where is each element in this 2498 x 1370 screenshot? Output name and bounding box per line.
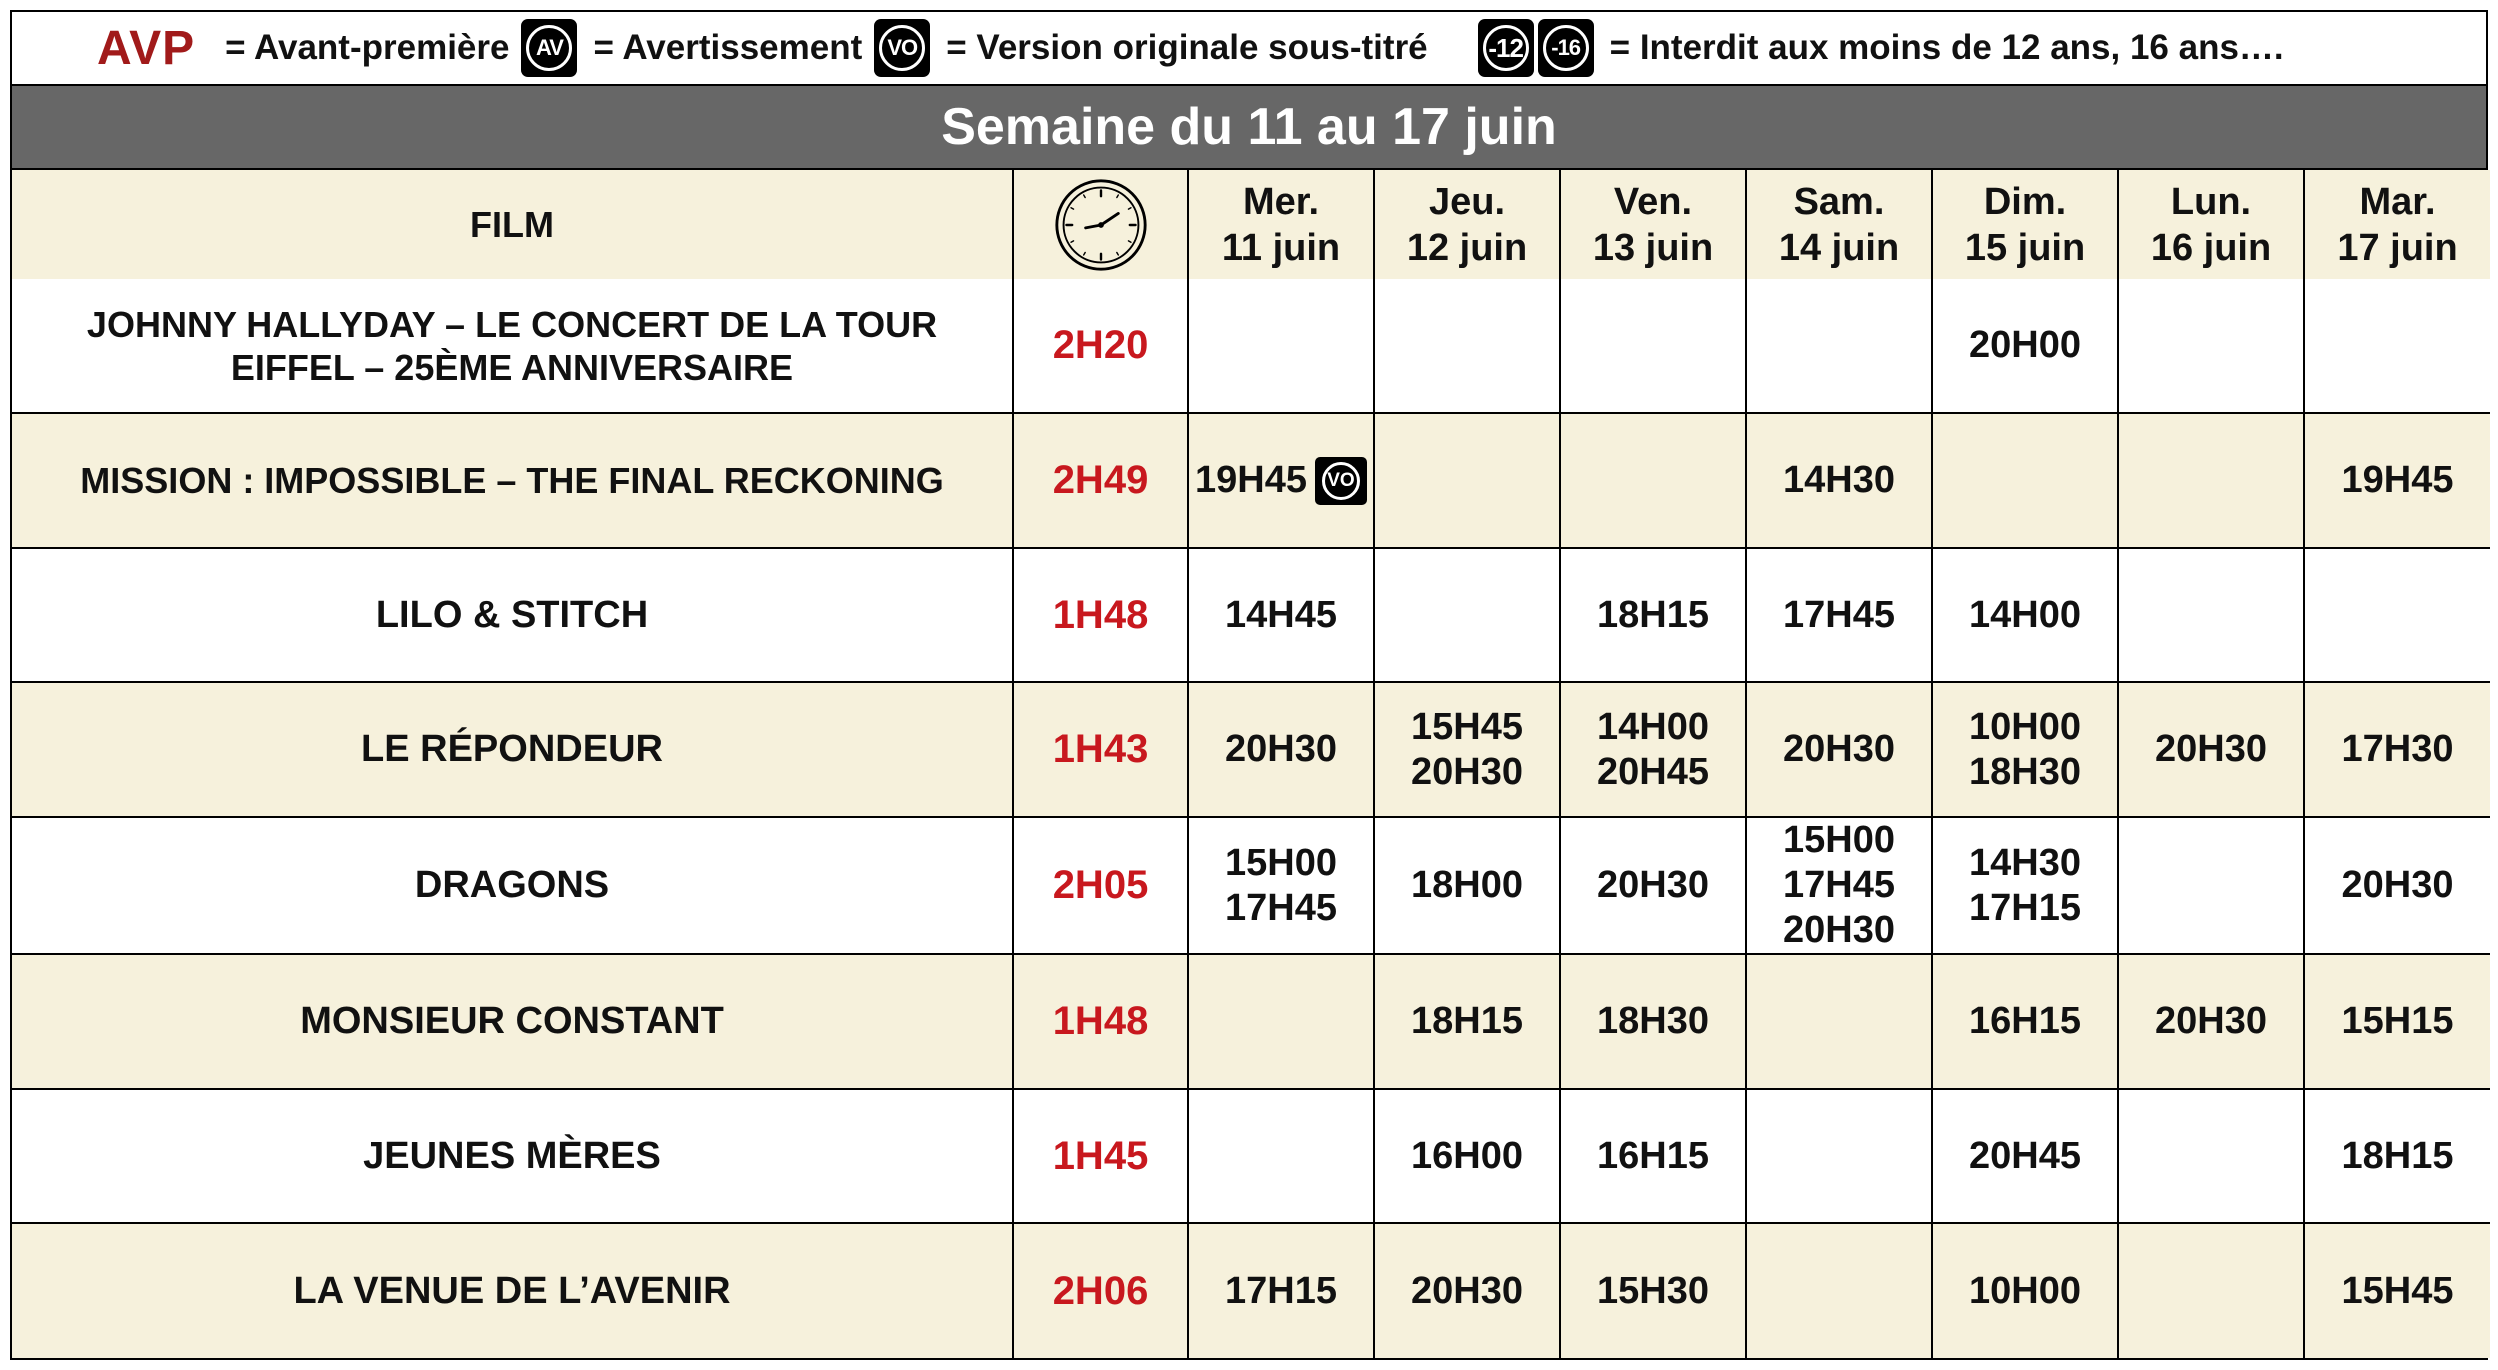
showtime-cell — [1188, 1089, 1374, 1223]
age-definition: = Interdit aux moins de 12 ans, 16 ans…. — [1609, 28, 2284, 67]
showtime-cell — [2118, 548, 2304, 682]
showtime-cell — [1746, 279, 1932, 413]
showtime: 20H00 — [1969, 324, 2081, 367]
showtime-cell — [1932, 954, 2118, 1088]
vo-badge-icon — [874, 19, 930, 77]
showtime-cell — [2118, 1223, 2304, 1358]
showtime: 14H00 — [1969, 593, 2081, 636]
film-duration: 1H48 — [1013, 548, 1188, 682]
showtime-cell — [1188, 817, 1374, 955]
showtime-cell — [1374, 682, 1560, 816]
showtime-cell — [1932, 817, 2118, 955]
showtime: 17H45 — [1783, 864, 1895, 907]
showtime-cell — [2304, 954, 2490, 1088]
showtime-cell — [1560, 1223, 1746, 1358]
showtime: 16H00 — [1411, 1134, 1523, 1177]
age-12-badge-icon — [1478, 19, 1534, 77]
showtime-cell — [1932, 1089, 2118, 1223]
showtime: 20H45 — [1597, 750, 1709, 793]
showtime: 18H30 — [1969, 750, 2081, 793]
showtime: 17H15 — [1969, 886, 2081, 929]
showtime: 20H30 — [2155, 728, 2267, 771]
showtime-cell — [1932, 548, 2118, 682]
showtime: 18H15 — [1411, 1000, 1523, 1043]
showtime-cell — [2304, 413, 2490, 547]
duration-column-header — [1013, 170, 1188, 279]
film-duration: 2H05 — [1013, 817, 1188, 955]
vo-badge-label: VO — [879, 25, 925, 71]
showtime-cell — [2118, 413, 2304, 547]
film-duration: 1H48 — [1013, 954, 1188, 1088]
showtime-cell — [2304, 682, 2490, 816]
showtime: 15H45 — [1411, 705, 1523, 748]
day-header: Lun. 16 juin — [2118, 170, 2304, 279]
showtime: 20H30 — [1225, 728, 1337, 771]
showtime: 15H00 — [1225, 841, 1337, 884]
film-row — [12, 682, 2490, 816]
film-title: MONSIEUR CONSTANT — [12, 954, 1013, 1088]
showtime-cell — [2304, 548, 2490, 682]
film-row — [12, 279, 2490, 413]
showtime: 17H30 — [2341, 728, 2454, 771]
showtime-cell — [1374, 1223, 1560, 1358]
showtime-cell — [1374, 279, 1560, 413]
showtime-cell — [1932, 279, 2118, 413]
day-header: Sam. 14 juin — [1746, 170, 1932, 279]
showtime: 14H30 — [1783, 459, 1895, 502]
film-title: LILO & STITCH — [12, 548, 1013, 682]
showtime-cell — [2304, 1223, 2490, 1358]
showtime-cell — [1932, 682, 2118, 816]
showtime: 10H00 — [1969, 705, 2081, 748]
showtime-cell — [2304, 279, 2490, 413]
film-duration: 1H45 — [1013, 1089, 1188, 1223]
showtime-cell — [1188, 413, 1374, 547]
film-title: DRAGONS — [12, 817, 1013, 955]
showtime-cell — [1746, 817, 1932, 955]
showtime-cell — [2118, 279, 2304, 413]
showtime-cell — [1374, 413, 1560, 547]
av-definition: = Avertissement — [593, 28, 863, 67]
showtime-cell — [1746, 548, 1932, 682]
table-header-row — [12, 170, 2490, 279]
showtime: 18H00 — [1411, 864, 1523, 907]
age-16-badge-icon — [1538, 19, 1594, 77]
showtime-cell — [1374, 548, 1560, 682]
schedule-frame — [10, 10, 2488, 1360]
showtime-cell — [1932, 413, 2118, 547]
film-title: LA VENUE DE L’AVENIR — [12, 1223, 1013, 1358]
showtime: 16H15 — [1969, 1000, 2081, 1043]
film-row — [12, 1223, 2490, 1358]
showtime: 15H00 — [1783, 819, 1895, 862]
showtime-cell — [2118, 954, 2304, 1088]
showtime: 14H00 — [1597, 705, 1709, 748]
showtime: 15H15 — [2341, 1000, 2454, 1043]
showtime-cell — [1188, 954, 1374, 1088]
film-row — [12, 1089, 2490, 1223]
film-title: JOHNNY HALLYDAY – LE CONCERT DE LA TOUR EIFFEL – 25ÈME ANNIVERSAIRE — [12, 279, 1013, 413]
showtime-cell — [1560, 413, 1746, 547]
showtime: 17H15 — [1225, 1269, 1337, 1312]
showtime-cell — [1188, 1223, 1374, 1358]
film-duration: 1H43 — [1013, 682, 1188, 816]
showtime: 20H30 — [1783, 909, 1895, 952]
showtime: 16H15 — [1597, 1134, 1709, 1177]
film-row — [12, 413, 2490, 547]
showtime: 14H30 — [1969, 841, 2081, 884]
age-16-badge-label: -16 — [1543, 25, 1589, 71]
avp-definition: = Avant-première — [225, 28, 510, 67]
showtime-cell — [1374, 817, 1560, 955]
week-title: Semaine du 11 au 17 juin — [12, 86, 2486, 170]
showtime-cell — [2304, 817, 2490, 955]
showtime-cell — [1374, 954, 1560, 1088]
showtime: 19H45 VO — [1195, 457, 1367, 505]
age-12-badge-label: -12 — [1483, 25, 1529, 71]
showtime: 20H45 — [1969, 1134, 2081, 1177]
showtime: 20H30 — [1597, 864, 1709, 907]
film-column-header: FILM — [12, 170, 1013, 279]
film-row — [12, 817, 2490, 955]
showtime: 20H30 — [2341, 864, 2454, 907]
showtime: 20H30 — [2155, 1000, 2267, 1043]
showtime: 10H00 — [1969, 1269, 2081, 1312]
film-row — [12, 954, 2490, 1088]
av-badge-icon — [521, 19, 577, 77]
showtime-cell — [1188, 682, 1374, 816]
showtime-cell — [1374, 1089, 1560, 1223]
showtime: 17H45 — [1225, 886, 1337, 929]
showtime: 17H45 — [1783, 593, 1895, 636]
showtime-cell — [1560, 1089, 1746, 1223]
showtime-cell — [1746, 413, 1932, 547]
showtime-cell — [1188, 548, 1374, 682]
showtime: 18H30 — [1597, 1000, 1709, 1043]
day-header: Dim. 15 juin — [1932, 170, 2118, 279]
film-title: JEUNES MÈRES — [12, 1089, 1013, 1223]
showtime: 14H45 — [1225, 593, 1337, 636]
clock-icon — [1053, 177, 1149, 273]
showtime-cell — [1188, 279, 1374, 413]
vo-flag-label: VO — [1322, 462, 1360, 500]
film-duration: 2H06 — [1013, 1223, 1188, 1358]
vo-definition: = Version originale sous-titré — [946, 28, 1428, 67]
showtime: 20H30 — [1411, 1269, 1523, 1312]
showtime: 19H45 — [2341, 459, 2454, 502]
showtime-cell — [1560, 548, 1746, 682]
day-header: Mer. 11 juin — [1188, 170, 1374, 279]
avp-code: AVP — [97, 21, 196, 75]
film-duration: 2H49 — [1013, 413, 1188, 547]
showtime-cell — [1560, 279, 1746, 413]
showtime-cell — [1746, 1089, 1932, 1223]
showtime-cell — [1746, 954, 1932, 1088]
showtime-cell — [1932, 1223, 2118, 1358]
showtime-cell — [2118, 1089, 2304, 1223]
film-duration: 2H20 — [1013, 279, 1188, 413]
showtime-cell — [2304, 1089, 2490, 1223]
showtime-cell — [1746, 1223, 1932, 1358]
showtimes-table — [12, 170, 2490, 1358]
showtime-cell — [2118, 682, 2304, 816]
day-header: Mar. 17 juin — [2304, 170, 2490, 279]
showtime: 20H30 — [1783, 728, 1895, 771]
showtime: 18H15 — [2341, 1134, 2454, 1177]
av-badge-label: AV — [526, 25, 572, 71]
film-title: LE RÉPONDEUR — [12, 682, 1013, 816]
showtime-cell — [1560, 817, 1746, 955]
film-row — [12, 548, 2490, 682]
vo-flag-icon — [1315, 457, 1367, 505]
showtime: 15H30 — [1597, 1269, 1709, 1312]
showtime: 15H45 — [2341, 1269, 2454, 1312]
film-title: MISSION : IMPOSSIBLE – THE FINAL RECKONING — [12, 413, 1013, 547]
day-header: Jeu. 12 juin — [1374, 170, 1560, 279]
showtime-cell — [2118, 817, 2304, 955]
day-header: Ven. 13 juin — [1560, 170, 1746, 279]
showtime: 20H30 — [1411, 750, 1523, 793]
showtime-cell — [1560, 954, 1746, 1088]
showtime: 18H15 — [1597, 593, 1709, 636]
legend-bar — [12, 12, 2486, 86]
showtime-cell — [1746, 682, 1932, 816]
showtime-cell — [1560, 682, 1746, 816]
